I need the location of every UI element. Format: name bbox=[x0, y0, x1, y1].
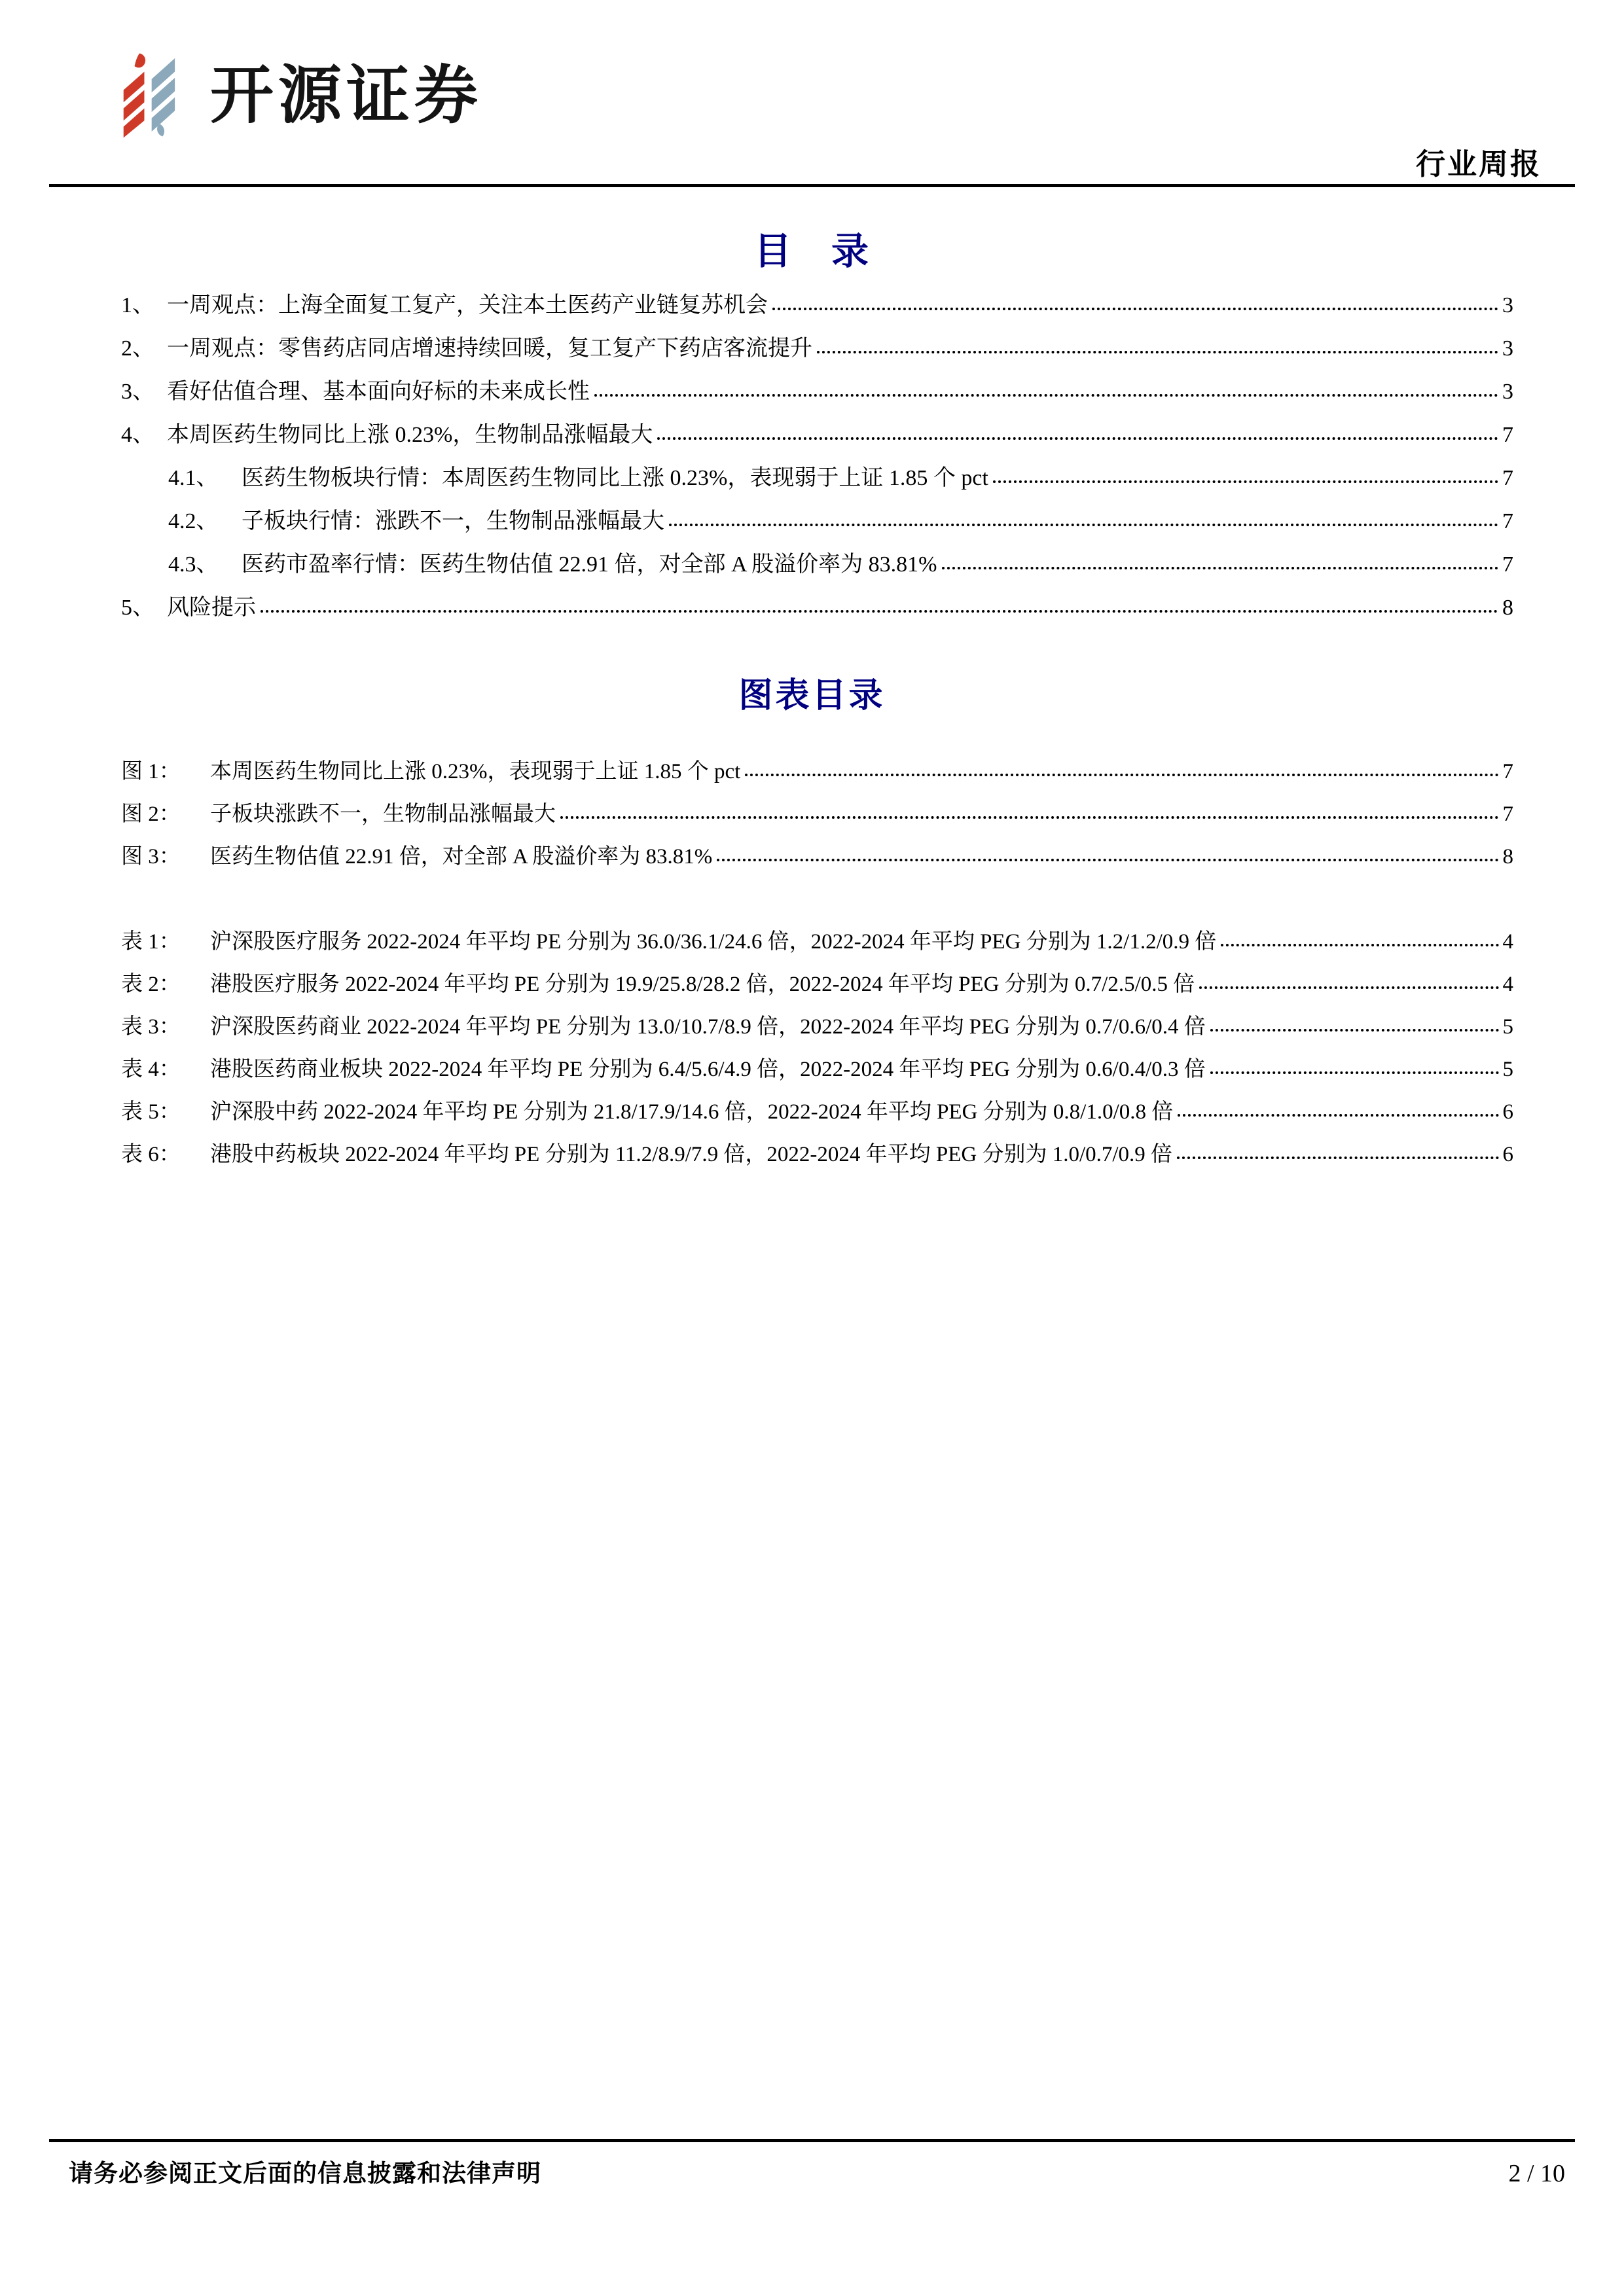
toc-entry-number: 4.2、 bbox=[168, 509, 219, 533]
dot-leader bbox=[745, 774, 1498, 776]
figure-entry-page: 7 bbox=[1502, 802, 1513, 826]
toc-entry-text: 子板块行情：涨跌不一，生物制品涨幅最大 bbox=[242, 509, 664, 533]
toc-entry-number: 4、 bbox=[121, 423, 154, 447]
toc-entry-page: 7 bbox=[1502, 466, 1513, 490]
dot-leader bbox=[1210, 1029, 1499, 1031]
table-entry-text: 港股医疗服务 2022-2024 年平均 PE 分别为 19.9/25.8/28.2 倍，2022-2024 年平均 PEG 分别为 0.7/2.5/0.5 倍 bbox=[210, 973, 1195, 996]
logo-leaf-icon bbox=[121, 51, 194, 139]
dot-leader bbox=[1178, 1114, 1498, 1117]
dot-leader bbox=[594, 394, 1498, 397]
toc-entry-number: 4.3、 bbox=[168, 552, 219, 577]
toc-list bbox=[121, 287, 1513, 632]
toc-entry-page: 3 bbox=[1502, 336, 1513, 361]
dot-leader bbox=[657, 437, 1498, 440]
toc-title: 目 录 bbox=[754, 231, 870, 272]
footer bbox=[69, 2153, 1565, 2189]
figure-entry-number: 图 2： bbox=[121, 802, 181, 826]
table-entry-text: 沪深股医药商业 2022-2024 年平均 PE 分别为 13.0/10.7/8.9 倍，2022-2024 年平均 PEG 分别为 0.7/0.6/0.4 倍 bbox=[210, 1015, 1206, 1039]
dot-leader bbox=[1199, 986, 1498, 989]
toc-entry-number: 3、 bbox=[121, 380, 154, 404]
toc-entry-5[interactable] bbox=[121, 589, 1513, 632]
toc-entry-page: 3 bbox=[1502, 293, 1513, 317]
toc-entry-page: 7 bbox=[1502, 509, 1513, 533]
toc-entry-1[interactable] bbox=[121, 287, 1513, 330]
dot-leader bbox=[817, 351, 1498, 353]
brand-name: 开源证券 bbox=[210, 59, 482, 131]
figure-entry-text: 本周医药生物同比上涨 0.23%，表现弱于上证 1.85 个 pct bbox=[210, 760, 741, 783]
dot-leader bbox=[1210, 1071, 1499, 1074]
figure-entry-page: 8 bbox=[1502, 845, 1513, 869]
figure-entry-1[interactable] bbox=[121, 754, 1513, 797]
table-entry-text: 沪深股医疗服务 2022-2024 年平均 PE 分别为 36.0/36.1/24.6 倍，2022-2024 年平均 PEG 分别为 1.2/1.2/0.9 倍 bbox=[210, 930, 1217, 954]
figure-entry-text: 子板块涨跌不一，生物制品涨幅最大 bbox=[210, 802, 556, 826]
toc-entry-number: 2、 bbox=[121, 336, 154, 361]
toc-entry-3[interactable] bbox=[121, 373, 1513, 416]
dot-leader bbox=[717, 859, 1498, 861]
figure-entry-3[interactable] bbox=[121, 839, 1513, 882]
table-entry-number: 表 5： bbox=[121, 1100, 181, 1124]
footer-disclaimer: 请务必参阅正文后面的信息披露和法律声明 bbox=[69, 2161, 541, 2187]
toc-entry-text: 本周医药生物同比上涨 0.23%，生物制品涨幅最大 bbox=[167, 423, 653, 447]
figure-entry-2[interactable] bbox=[121, 797, 1513, 839]
table-entry-number: 表 6： bbox=[121, 1143, 181, 1166]
figure-list bbox=[121, 754, 1513, 882]
toc-entry-text: 风险提示 bbox=[167, 596, 256, 620]
table-entry-1[interactable] bbox=[121, 924, 1513, 967]
toc-entry-page: 8 bbox=[1502, 596, 1513, 620]
table-entry-3[interactable] bbox=[121, 1009, 1513, 1052]
table-entry-5[interactable] bbox=[121, 1094, 1513, 1137]
dot-leader bbox=[1221, 944, 1498, 946]
dot-leader bbox=[669, 524, 1498, 526]
page-indicator: 2 / 10 bbox=[1508, 2160, 1565, 2187]
report-type-label: 行业周报 bbox=[1415, 148, 1542, 181]
table-entry-4[interactable] bbox=[121, 1052, 1513, 1094]
toc-entry-4-2[interactable] bbox=[121, 503, 1513, 546]
toc-entry-4[interactable] bbox=[121, 416, 1513, 459]
figures-toc-title: 图表目录 bbox=[738, 677, 886, 715]
table-list bbox=[121, 924, 1513, 1179]
toc-entry-text: 医药市盈率行情：医药生物估值 22.91 倍，对全部 A 股溢价率为 83.81% bbox=[242, 552, 937, 577]
table-entry-6[interactable] bbox=[121, 1137, 1513, 1179]
figure-entry-number: 图 1： bbox=[121, 760, 181, 783]
table-entry-page: 6 bbox=[1502, 1143, 1513, 1166]
header-divider bbox=[49, 184, 1575, 187]
dot-leader bbox=[942, 567, 1499, 569]
table-entry-number: 表 2： bbox=[121, 973, 181, 996]
dot-leader bbox=[772, 308, 1498, 310]
toc-entry-number: 5、 bbox=[121, 596, 154, 620]
toc-entry-page: 7 bbox=[1502, 423, 1513, 447]
toc-entry-text: 医药生物板块行情：本周医药生物同比上涨 0.23%，表现弱于上证 1.85 个 pct bbox=[242, 466, 988, 490]
dot-leader bbox=[560, 816, 1499, 819]
toc-entry-page: 7 bbox=[1502, 552, 1513, 577]
table-entry-page: 4 bbox=[1502, 973, 1513, 996]
toc-entry-page: 3 bbox=[1502, 380, 1513, 404]
table-entry-number: 表 1： bbox=[121, 930, 181, 954]
table-entry-2[interactable] bbox=[121, 967, 1513, 1009]
figure-entry-page: 7 bbox=[1502, 760, 1513, 783]
brand-logo bbox=[121, 51, 482, 139]
table-entry-page: 4 bbox=[1502, 930, 1513, 954]
table-entry-text: 沪深股中药 2022-2024 年平均 PE 分别为 21.8/17.9/14.6 倍，2022-2024 年平均 PEG 分别为 0.8/1.0/0.8 倍 bbox=[210, 1100, 1174, 1124]
table-entry-text: 港股中药板块 2022-2024 年平均 PE 分别为 11.2/8.9/7.9 倍，2022-2024 年平均 PEG 分别为 1.0/0.7/0.9 倍 bbox=[210, 1143, 1173, 1166]
toc-entry-4-3[interactable] bbox=[121, 546, 1513, 589]
toc-entry-number: 4.1、 bbox=[168, 466, 219, 490]
table-entry-page: 5 bbox=[1502, 1015, 1513, 1039]
toc-entry-text: 一周观点：零售药店同店增速持续回暖，复工复产下药店客流提升 bbox=[167, 336, 812, 361]
dot-leader bbox=[261, 610, 1498, 613]
toc-entry-4-1[interactable] bbox=[121, 459, 1513, 503]
toc-entry-text: 一周观点：上海全面复工复产，关注本土医药产业链复苏机会 bbox=[167, 293, 768, 317]
table-entry-number: 表 4： bbox=[121, 1058, 181, 1081]
table-entry-page: 6 bbox=[1502, 1100, 1513, 1124]
dot-leader bbox=[993, 480, 1498, 483]
toc-entry-number: 1、 bbox=[121, 293, 154, 317]
table-entry-number: 表 3： bbox=[121, 1015, 181, 1039]
toc-entry-text: 看好估值合理、基本面向好标的未来成长性 bbox=[167, 380, 590, 404]
footer-divider bbox=[49, 2139, 1575, 2142]
figure-entry-text: 医药生物估值 22.91 倍，对全部 A 股溢价率为 83.81% bbox=[210, 845, 713, 869]
table-entry-text: 港股医药商业板块 2022-2024 年平均 PE 分别为 6.4/5.6/4.9 倍，2022-2024 年平均 PEG 分别为 0.6/0.4/0.3 倍 bbox=[210, 1058, 1206, 1081]
table-entry-page: 5 bbox=[1502, 1058, 1513, 1081]
figure-entry-number: 图 3： bbox=[121, 845, 181, 869]
dot-leader bbox=[1177, 1157, 1498, 1159]
toc-entry-2[interactable] bbox=[121, 330, 1513, 373]
